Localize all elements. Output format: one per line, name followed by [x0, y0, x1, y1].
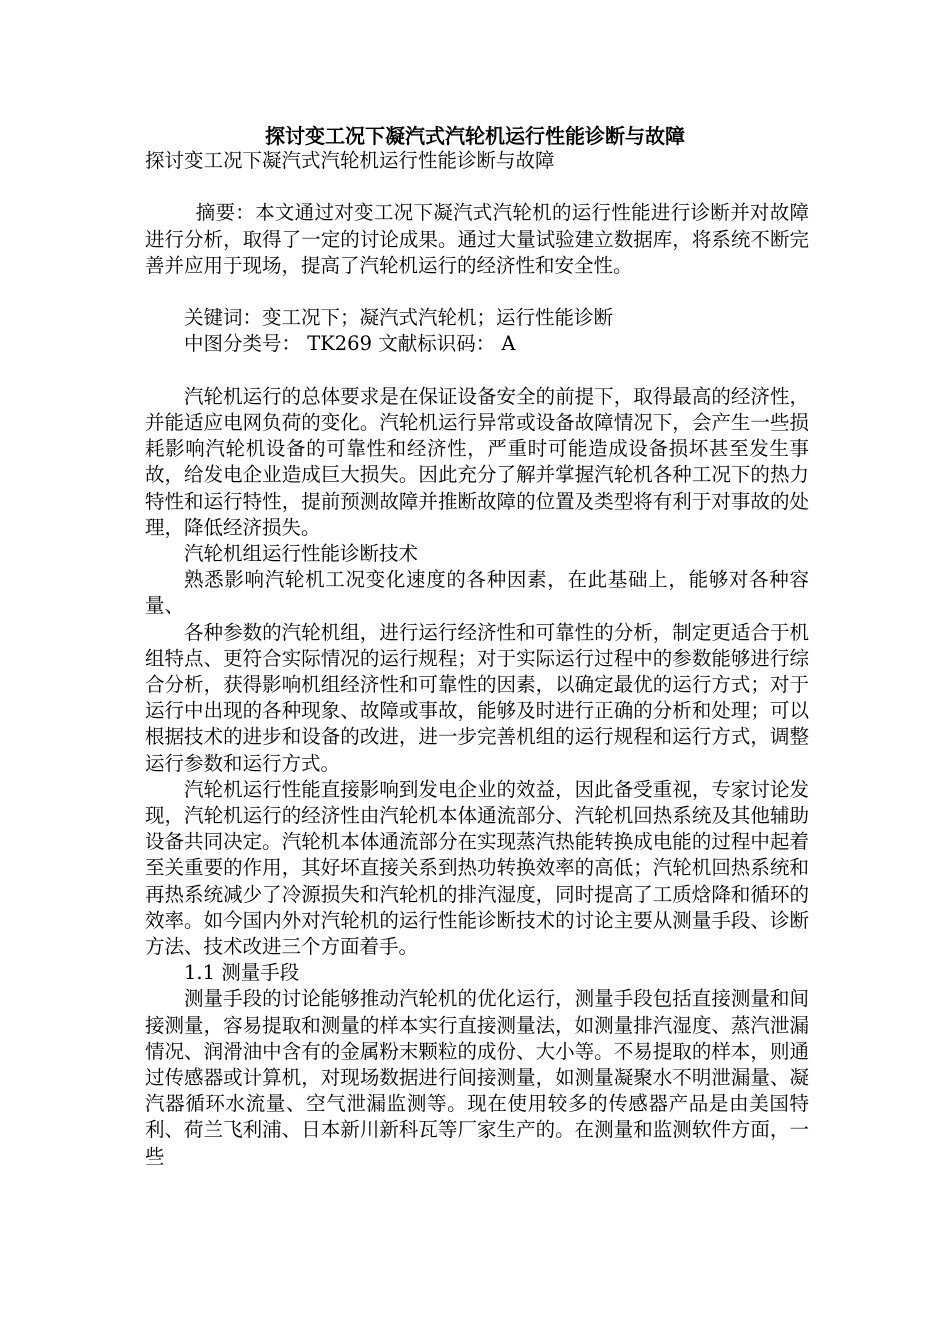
subsection-heading: 1.1 测量手段 — [184, 961, 300, 985]
body-paragraph: 测量手段的讨论能够推动汽轮机的优化运行，测量手段包括直接测量和间接测量，容易提取和测量的样本实行直接测量法，如测量排汽湿度、蒸汽泄漏情况、润滑油中含有的金属粉末颗粒的成份、大小等。不易提取的样本，则通过传感器或计算机，对现场数据进行间接测量，如测量凝聚水不明泄漏量、凝汽器循环水流量、空气泄漏监测等。现在使用较多的传感器产品是由美国特利、荷兰飞利浦、日本新川新科瓦等厂家生产的。在测量和监测软件方面，一些 — [145, 987, 809, 1168]
blank-line — [145, 174, 809, 200]
blank-line — [145, 358, 809, 384]
classification-line: 中图分类号： TK269 文献标识码： A — [184, 332, 516, 356]
section-heading: 汽轮机组运行性能诊断技术 — [184, 542, 419, 565]
body-paragraph: 熟悉影响汽轮机工况变化速度的各种因素，在此基础上，能够对各种容量、 — [145, 568, 809, 618]
document-body — [145, 148, 809, 1170]
body-paragraph: 汽轮机运行性能直接影响到发电企业的效益，因此备受重视，专家讨论发现，汽轮机运行的经济性由汽轮机本体通流部分、汽轮机回热系统及其他辅助设备共同决定。汽轮机本体通流部分在实现蒸汽热能转换成电能的过程中起着至关重要的作用，其好坏直接关系到热功转换效率的高低；汽轮机回热系统和再热系统减少了冷源损失和汽轮机的排汽湿度，同时提高了工质焓降和循环的效率。如今国内外对汽轮机的运行性能诊断技术的讨论主要从测量手段、诊断方法、技术改进三个方面着手。 — [145, 777, 809, 959]
body-paragraph: 汽轮机运行的总体要求是在保证设备安全的前提下，取得最高的经济性，并能适应电网负荷的变化。汽轮机运行异常或设备故障情况下，会产生一些损耗影响汽轮机设备的可靠性和经济性，严重时可能造成设备损坏甚至发生事故，给发电企业造成巨大损失。因此充分了解并掌握汽轮机各种工况下的热力特性和运行特性，提前预测故障并推断故障的位置及类型将有利于对事故的处理，降低经济损失。 — [145, 384, 809, 539]
body-paragraph: 各种参数的汽轮机组，进行运行经济性和可靠性的分析，制定更适合于机组特点、更符合实际情况的运行规程；对于实际运行过程中的参数能够进行综合分析，获得影响机组经济性和可靠性的因素，以确定最优的运行方式；对于运行中出现的各种现象、故障或事故，能够及时进行正确的分析和处理；可以根据技术的进步和设备的改进，进一步完善机组的运行规程和运行方式，调整运行参数和运行方式。 — [145, 620, 809, 775]
document-title: 探讨变工况下凝汽式汽轮机运行性能诊断与故障 — [265, 124, 685, 148]
keywords-line: 关键词：变工况下；凝汽式汽轮机；运行性能诊断 — [184, 306, 614, 330]
document-subtitle: 探讨变工况下凝汽式汽轮机运行性能诊断与故障 — [145, 149, 555, 172]
blank-line — [145, 279, 809, 305]
abstract-paragraph: 摘要：本文通过对变工况下凝汽式汽轮机的运行性能进行诊断并对故障进行分析，取得了一定的讨论成果。通过大量试验建立数据库，将系统不断完善并应用于现场，提高了汽轮机运行的经济性和安全性。 — [145, 201, 809, 277]
